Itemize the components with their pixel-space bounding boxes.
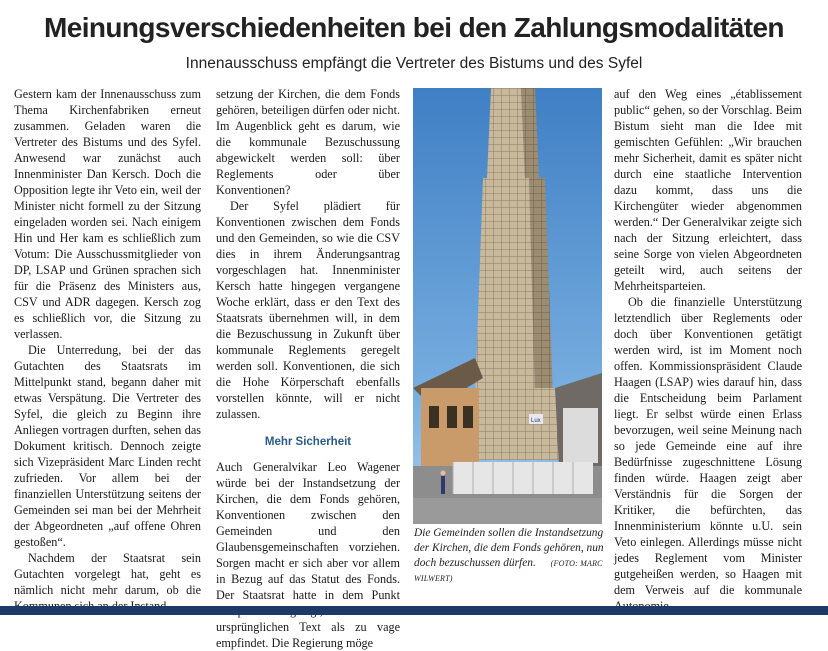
article-column-1 [14,86,201,614]
subheadline: Innenausschuss empfängt die Vertreter des Bistums und des Syfel [185,55,643,72]
sign-text: Lux [531,418,541,424]
bottom-bar [0,606,828,615]
paragraph: Gestern kam der Innenausschuss zum Thema Kirchenfabriken erneut zusammen. Geladen waren die Vertreter des Bistums und des Syfel. Anwesend war zunächst auch Innenminister Dan Kersch. Doch die Opposition legte ihr Veto ein, weil der Minister nicht formell zu der Sitzung eingeladen worden sei. Nach einigem Hin und Her kam es schließlich zum Votum: Die Ausschussmitglieder von DP, LSAP und Grünen sprachen sich für die Präsenz des Ministers aus, CSV und ADR dagegen. Kersch zog es schließlich vor, die Sitzung zu verlassen. [14,87,201,341]
paragraph: Ob die finanzielle Unterstützung letztendlich über Reglements oder doch über Konventionen getätigt werden wird, ist im Moment noch offen. Kommissionspräsident Claude Haagen (LSAP) wies darauf hin, dass die Entscheidung beim Parlament liegt. Er selbst würde einen Erlass bevorzugen, weil seine Meinung nach so jede Gemeinde eine auf ihre Bedürfnisse zugeschnittene Lösung finden würde. Haagen zeigt aber Verständnis für die Sorgen der Kritiker, die befürchten, das Innenministerium könnte u.U. sein Veto einlegen. Allerdings müsse nicht jedes Reglement vom Minister gutgeheißen werden, so Haagen mit dem Verweis auf die kommunale [614,295,802,597]
paragraph: Nachdem der Staatsrat sein Gutachten vorgelegt hat, geht es nämlich nicht mehr darum, ob die [14,551,201,597]
church-tower-scaffolding-photo [413,88,602,524]
headline: Meinungsverschiedenheiten bei den Zahlungsmodalitäten [44,12,784,43]
article-column-3 [614,86,802,614]
crosshead: Mehr Sicherheit [264,436,352,448]
paragraph: auf den Weg eines „établissement public“ gehen, so der Vorschlag. Beim Bistum sieht man die Idee mit gemischten Gefühlen: „Wir brauchen mehr Sicherheit, damit es später nicht durch eine staatliche Intervention dazu kommt, dass uns die Kirchengüter wieder abgenommen werden.“ Der Generalvikar zeigte sich nach der Sitzung erleichtert, dass seine Sorge von vielen Abgeordneten geteilt wird, auch seitens der Mehrheitsparteien. [614,87,802,293]
article-column-2 [216,86,400,651]
paragraph: Auch Generalvikar Leo Wagener würde bei der Instandsetzung der Kirchen, die dem Fonds gehören, Konventionen zwischen den Gemeinden und den Glaubensgemeinschaften vorziehen. Sorgen macht er sich aber vor allem in Bezug auf das Statut des Fonds. Der Staatsrat hatte in dem Punkt ursprünglichen Text als zu vage empfindet. Die Regierung möge [216,460,400,650]
church-tower-photo [413,88,602,524]
paragraph: Die Unterredung, bei der das Gutachten des Staatsrats im Mittelpunkt stand, begann daher mit etwas Verspätung. Die Vertreter des Syfel, die gleich zu Beginn ihre Anliegen vortragen durften, sehen das Dokument kritisch. Dennoch zeigte sich Vizepräsident Marc Linden recht zufrieden. Vor allem bei der finanziellen Unterstützung seitens der Gemeinden sei man bei der Mehrheit der Abgeordneten „auf offene Ohren gestoßen“. [14,343,201,549]
photo-credit: (FOTO: MARC WILWERT) [414,559,603,583]
photo-caption [414,526,604,586]
paragraph: Der Syfel plädiert für Konventionen zwischen dem Fonds und den Gemeinden, so wie die CSV dies in ihrem Änderungsantrag vorgeschlagen hat. Innenminister Kersch hatte hingegen vergangene Woche erklärt, dass er den Text des Staatsrats übernehmen will, in dem die Bezuschussung in Zukunft über kommunale Reglements geregelt werden soll. Konventionen, die sich die Hohe Körperschaft ebenfalls vorstellen könnte, will er nicht zulassen. [216,199,400,421]
paragraph: setzung der Kirchen, die dem Fonds gehören, beteiligen dürfen oder nicht. Im Augenblick geht es darum, wie die kommunale Bezuschussung abgewickelt werden soll: über Reglements oder über Konventionen? [216,87,400,197]
caption-text: Die Gemeinden sollen die Instandsetzung der Kirchen, die dem Fonds gehören, nun doch bezuschussen dürfen. [414,527,604,569]
